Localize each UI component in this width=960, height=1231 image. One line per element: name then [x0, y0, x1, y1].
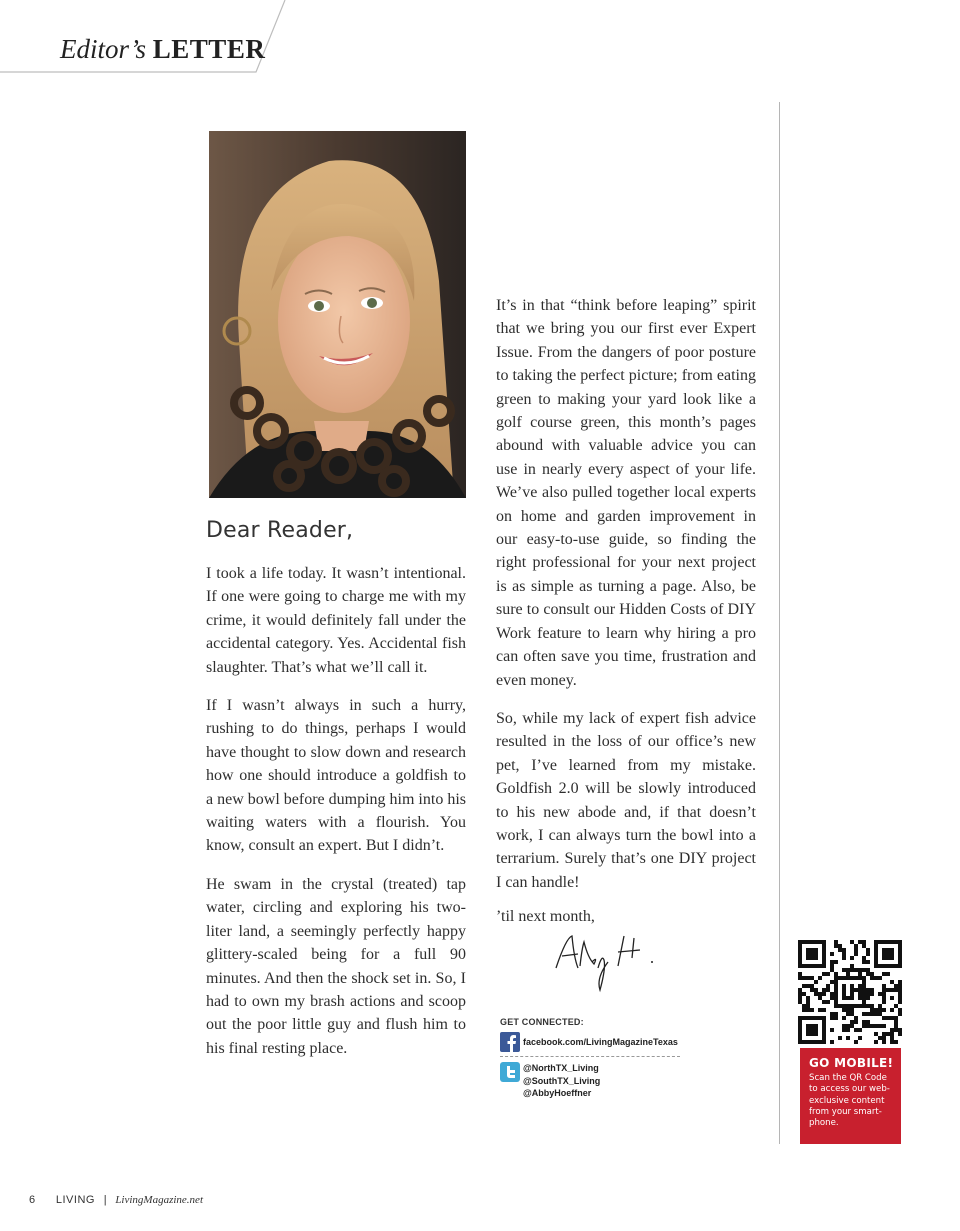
- go-mobile-box: [800, 1048, 901, 1144]
- section-header: [0, 0, 300, 80]
- facebook-link[interactable]: [500, 1032, 680, 1057]
- letter-paragraph: I took a life today. It wasn’t intentional. If one were going to charge me with my crime, it would definitely fall under the accidental category. Yes. Accidental fish slaughter. That’s what we’ll call it.: [206, 565, 466, 676]
- page-footer: [29, 1194, 203, 1206]
- page-number: 6: [29, 1194, 36, 1206]
- letter-paragraph: If I wasn’t always in such a hurry, rushing to do things, perhaps I would have thought to slow down and research how one should introduce a goldfish to a new bowl before dumping him into his waiting waters with a flourish. You know, consult an expert. But I didn’t.: [206, 697, 466, 855]
- letter-paragraph: It’s in that “think before leaping” spirit that we bring you our first ever Expert Issue. From the dangers of poor posture to taking the perfect picture; from eating green to making your yard look like a golf course green, this month’s pages abound with valuable advice you can use in nearly every aspect of your life. We’ve also pulled together local experts on home and garden improvement in our easy-to-use guide, so finding the right professional for your next project is as simple as turning a page. Also, be sure to consult our Hidden Costs of DIY Work feature to learn why hiring a pro can often save you time, frustration and even money.: [496, 297, 756, 689]
- qr-code[interactable]: [798, 940, 902, 1044]
- title-letter: LETTER: [152, 34, 266, 64]
- letter-paragraph: He swam in the crystal (treated) tap water, circling and exploring his two-liter land, a seemingly perfectly happy glittery-scaled being for a full 90 minutes. And then the shock set in. So, I had to own my brash actions and scoop out the poor little guy and flush him to his final resting place.: [206, 875, 466, 1057]
- letter-paragraph: So, while my lack of expert fish advice resulted in the loss of our office’s new pet, I’ve learned from my mistake. Goldfish 2.0 will be slowly introduced to his new abode and, if that doesn’t work, I can always turn the bowl into a terrarium. Surely that’s one DIY project I can handle!: [496, 709, 756, 891]
- twitter-icon: [500, 1062, 520, 1082]
- page-title: [60, 34, 265, 65]
- handwritten-signature: [548, 928, 658, 994]
- editor-portrait: [209, 131, 466, 498]
- footer-site: LivingMagazine.net: [115, 1194, 203, 1206]
- go-mobile-text: Scan the QR Code to access our web-exclusive content from your smart-phone.: [809, 1073, 890, 1129]
- twitter-handle[interactable]: @SouthTX_Living: [523, 1075, 601, 1086]
- twitter-links: [500, 1062, 680, 1100]
- column-divider: [779, 102, 780, 1144]
- social-links: [500, 1017, 680, 1100]
- go-mobile-title: GO MOBILE!: [809, 1056, 894, 1070]
- title-editors: Editor’s: [60, 34, 147, 64]
- letter-signoff: ’til next month,: [496, 908, 595, 925]
- get-connected-label: GET CONNECTED:: [500, 1017, 584, 1027]
- facebook-icon: [500, 1032, 520, 1052]
- letter-column-left: [206, 562, 466, 1075]
- letter-column-right: [496, 294, 756, 909]
- footer-separator: |: [103, 1194, 107, 1206]
- letter-greeting: Dear Reader,: [206, 518, 354, 543]
- footer-brand: LIVING: [55, 1194, 95, 1206]
- twitter-handle[interactable]: @AbbyHoeffner: [523, 1088, 592, 1098]
- twitter-handle[interactable]: @NorthTX_Living: [523, 1063, 599, 1073]
- facebook-url[interactable]: facebook.com/LivingMagazineTexas: [523, 1037, 678, 1047]
